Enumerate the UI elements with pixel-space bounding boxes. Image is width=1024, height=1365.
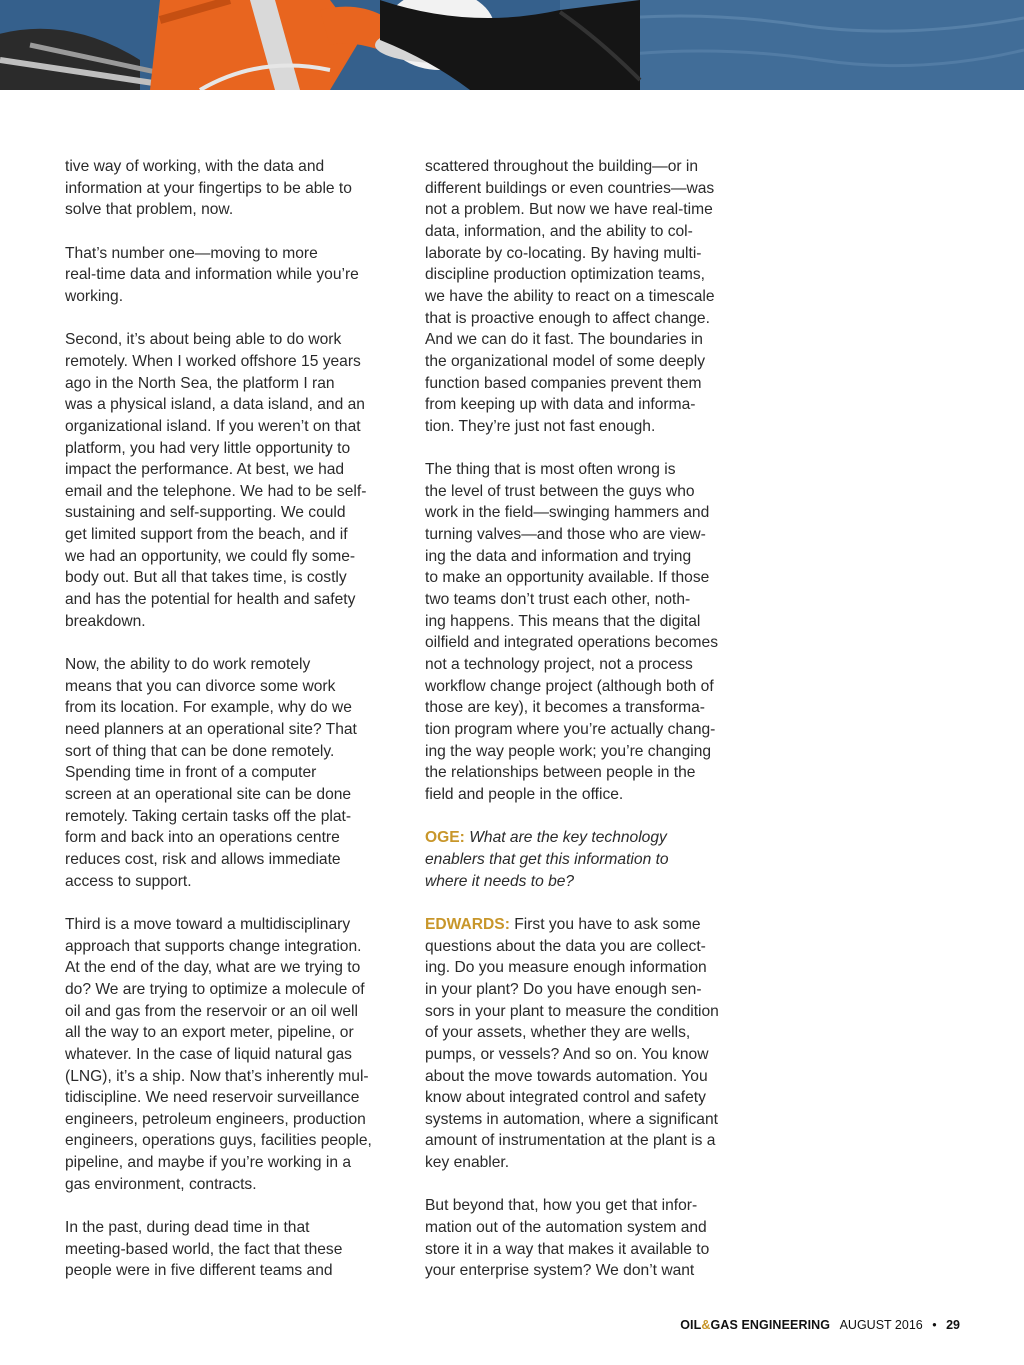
publication-name (680, 1318, 830, 1332)
header-photo (0, 0, 1024, 90)
footer-separator: • (932, 1318, 937, 1332)
brand-ampersand: & (701, 1318, 711, 1332)
speaker-label-edwards: EDWARDS: (425, 915, 510, 933)
issue-date: AUGUST 2016 (839, 1318, 923, 1332)
body-paragraph: The thing that is most often wrong is the level of trust between the guys who work in the field—swinging hammers and turning valves—and those who are view- ing the data and information and trying to make an opportunity available. If those two teams don’t trust each other, noth- ing happens. This means that the digital oilfield and integrated operations becomes not a technology project, not a process workflow change project (although both of those are key), it becomes a transforma- tion program where you’re actually chang- ing the way people work; you’re changing the relationships between people in the field and people in the office. (425, 461, 719, 804)
body-paragraph: scattered throughout the building—or in different buildings or even countries—was not a problem. But now we have real-time data, information, and the ability to col- laborate by co-locating. By having multi- discipline production optimization teams, we have the ability to react on a timescale that is proactive enough to affect change. And we can do it fast. The boundaries in the organizational model of some deeply function based companies prevent them from keeping up with data and informa- tion. They’re just not fast enough. (425, 158, 715, 435)
article-right-column (425, 156, 770, 1304)
answer-text: First you have to ask some questions about the data you are collect- ing. Do you measure enough information in your plant? Do you have enough sen- sors in your plant to measure the condition of your assets, whether they are wells, pumps, or vessels? And so on. You know about the move towards automation. You know about integrated control and safety systems in automation, where a significant amount of instrumentation at the plant is a key enabler. (425, 915, 719, 1172)
brand-rest: GAS ENGINEERING (710, 1318, 831, 1332)
body-paragraph: Third is a move toward a multidisciplinary approach that supports change integration. At the end of the day, what are we trying to do? We are trying to optimize a molecule of oil and gas from the reservoir or an oil well all the way to an export meter, pipeline, or whatever. In the case of liquid natural gas (LNG), it’s a ship. Now that’s inherently mul- tidiscipline. We need reservoir surveillance engineers, petroleum engineers, production engineers, operations guys, facilities people, pipeline, and maybe if you’re working in a gas environment, contracts. (65, 915, 372, 1193)
interview-question (425, 827, 770, 892)
body-paragraph: tive way of working, with the data and information at your fingertips to be able to solve that problem, now. (65, 158, 352, 219)
page-footer (680, 1318, 960, 1332)
article-left-column (65, 156, 410, 1304)
page-number: 29 (946, 1318, 960, 1332)
body-paragraph: But beyond that, how you get that infor- mation out of the automation system and store it in a way that makes it available to your enterprise system? We don’t want (425, 1197, 710, 1280)
interview-answer (425, 914, 770, 1174)
speaker-label-oge: OGE: (425, 829, 465, 847)
body-paragraph: In the past, during dead time in that meeting-based world, the fact that these people were in five different teams and (65, 1219, 343, 1280)
body-paragraph: Now, the ability to do work remotely means that you can divorce some work from its location. For example, why do we need planners at an operational site? That sort of thing that can be done remotely. Spending time in front of a computer screen at an operational site can be done remotely. Taking certain tasks off the plat- form and back into an operations centre reduces cost, risk and allows immediate access to support. (65, 656, 357, 890)
question-text: What are the key technology enablers that get this information to where it needs to be? (425, 829, 669, 890)
body-paragraph: Second, it’s about being able to do work remotely. When I worked offshore 15 years ago in the North Sea, the platform I ran was a physical island, a data island, and an organizational island. If you weren’t on that platform, you had very little opportunity to impact the performance. At best, we had email and the telephone. We had to be self- sustaining and self-supporting. We could get limited support from the beach, and if we had an opportunity, we could fly some- body out. But all that takes time, is costly and has the potential for health and safety breakdown. (65, 331, 367, 630)
brand-oil: OIL (680, 1318, 702, 1332)
body-paragraph: That’s number one—moving to more real-time data and information while you’re working. (65, 244, 359, 305)
offshore-worker-photo-icon (0, 0, 1024, 90)
